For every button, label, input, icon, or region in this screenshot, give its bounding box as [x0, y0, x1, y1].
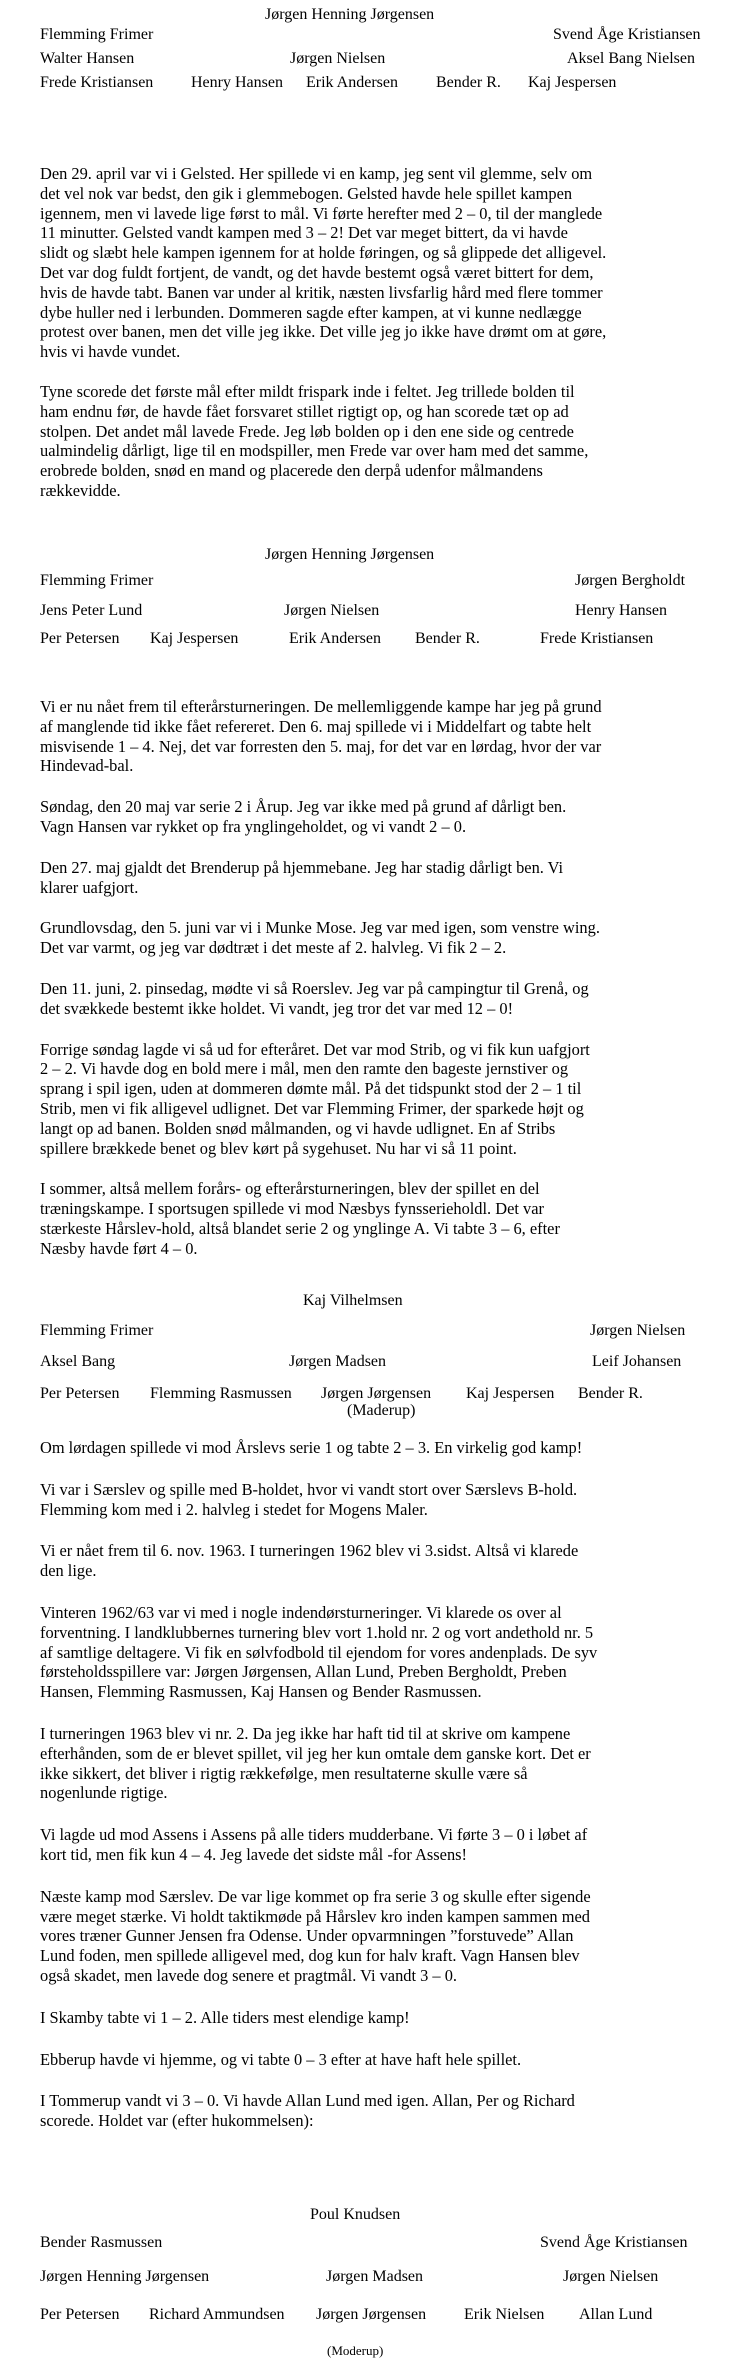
- lineup-player: Per Petersen: [40, 1385, 120, 1402]
- paragraph: Vinteren 1962/63 var vi med i nogle indendørsturneringer. Vi klarede os over al forventning. I landklubbernes turnering blev vort 1.hold nr. 2 og vort andethold nr. 5 af samtlige deltagere. Vi fik en sølvfodbold til ejendom for vores andenplads. De syv førsteholdsspillere var: Jørgen Jørgensen, Allan Lund, Preben Bergholdt, Preben Hansen, Flemming Rasmussen, Kaj Hansen og Bender Rasmussen.: [40, 1602, 598, 1702]
- paragraph: Vi lagde ud mod Assens i Assens på alle tiders mudderbane. Vi førte 3 – 0 i løbet af kort tid, men fik kun 4 – 4. Jeg lavede det sidste mål -for Assens!: [40, 1825, 588, 1864]
- paragraph: Vi er nået frem til 6. nov. 1963. I turneringen 1962 blev vi 3.sidst. Altså vi klarede den lige.: [40, 1541, 579, 1581]
- lineup-player: Walter Hansen: [40, 50, 135, 67]
- lineup-player: Jørgen Nielsen: [290, 50, 386, 67]
- lineup-player: Jørgen Nielsen: [284, 602, 380, 619]
- paragraph: Næste kamp mod Særslev. De var lige kommet op fra serie 3 og skulle efter sigende være meget stærke. Vi holdt taktikmøde på Hårslev kro inden kampen sammen med vores træner Gunner Jensen fra Odense. Under opvarmningen ”forstuvede” Allan Lund foden, men spillede alligevel med, dog kun for halv kraft. Vagn Hansen blev også skadet, men lavede dog senere et pragtmål. Vi vandt 3 – 0.: [40, 1886, 591, 1985]
- lineup-player: Aksel Bang: [40, 1353, 116, 1370]
- lineup-player: Flemming Frimer: [40, 572, 154, 589]
- lineup-keeper: Poul Knudsen: [310, 2206, 401, 2223]
- paragraph: I Tommerup vandt vi 3 – 0. Vi havde Allan Lund med igen. Allan, Per og Richard scorede. Holdet var (efter hukommelsen):: [40, 2091, 575, 2131]
- lineup-player: Allan Lund: [579, 2306, 653, 2323]
- lineup-2: [40, 546, 720, 646]
- paragraph: Grundlovsdag, den 5. juni var vi i Munke Mose. Jeg var med igen, som venstre wing. Det var varmt, og jeg var dødtræt i det meste af 2. halvleg. Vi fik 2 – 2.: [40, 918, 600, 958]
- paragraph: Den 27. maj gjaldt det Brenderup på hjemmebane. Jeg har stadig dårligt ben. Vi klarer uafgjort.: [40, 857, 564, 897]
- lineup-player: Svend Åge Kristiansen: [540, 2234, 688, 2251]
- lineup-player: Jørgen Henning Jørgensen: [40, 2268, 210, 2285]
- lineup-player: Frede Kristiansen: [540, 630, 654, 647]
- lineup-player: Leif Johansen: [592, 1353, 682, 1370]
- lineup-keeper: Jørgen Henning Jørgensen: [265, 6, 435, 23]
- lineup-player: Kaj Jespersen: [150, 630, 239, 647]
- lineup-player: Svend Åge Kristiansen: [553, 26, 701, 43]
- lineup-player: Flemming Frimer: [40, 26, 154, 43]
- lineup-player: Per Petersen: [40, 2306, 120, 2323]
- lineup-player: Bender R.: [436, 74, 501, 91]
- lineup-keeper: Kaj Vilhelmsen: [303, 1292, 403, 1309]
- paragraph: Tyne scorede det første mål efter mildt frispark inde i feltet. Jeg trillede bolden til ham endnu før, de havde fået forsvaret stillet rigtigt op, og han scorede tæt op ad stolpen. Det andet mål lavede Frede. Jeg løb bolden op i den ene side og centrede ualmindelig dårligt, lige til en modspiller, men Frede var over ham med det samme, erobrede bolden, snød en mand og placerede den derpå udenfor målmandens rækkevidde.: [40, 381, 589, 500]
- lineup-player: Aksel Bang Nielsen: [567, 50, 695, 67]
- lineup-player: Jens Peter Lund: [40, 602, 143, 619]
- lineup-player: Bender R.: [578, 1385, 643, 1402]
- paragraph: Ebberup havde vi hjemme, og vi tabte 0 – 3 efter at have haft hele spillet.: [40, 2049, 522, 2069]
- lineup-note: (Maderup): [347, 1402, 416, 1419]
- lineup-player: Richard Ammundsen: [149, 2306, 285, 2323]
- lineup-player: Bender R.: [415, 630, 480, 647]
- lineup-player: Jørgen Jørgensen: [316, 2306, 427, 2323]
- lineup-player: Jørgen Nielsen: [563, 2268, 659, 2285]
- paragraph: Den 29. april var vi i Gelsted. Her spillede vi en kamp, jeg sent vil glemme, selv om det vel nok var bedst, den gik i glemmebogen. Gelsted havde hele spillet kampen igennem, men vi lavede lige først to mål. Vi førte herefter med 2 – 0, til der manglede 11 minutter. Gelsted vandt kampen med 3 – 2! Det var meget bittert, da vi havde slidt og slæbt hele kampen igennem for at holde føringen, og så glippede det alligevel. Det var dog fuldt fortjent, de vandt, og det havde bestemt også været bittert for dem, hvis de havde tabt. Banen var under al kritik, næsten livsfarlig hård med flere tommer dybe huller ned i lerbunden. Dommeren sagde efter kampen, at vi kunne nedlægge protest over banen, men det ville jeg ikke. Det ville jeg jo ikke have drømt om at gøre, hvis vi havde vundet.: [40, 164, 607, 362]
- lineup-1: [40, 6, 720, 98]
- paragraph: Vi er nu nået frem til efterårsturneringen. De mellemliggende kampe har jeg på grund af manglende tid ikke fået refereret. Den 6. maj spillede vi i Middelfart og tabte helt misvisende 1 – 4. Nej, det var forresten den 5. maj, for det var en lørdag, hvor der var Hindevad-bal.: [40, 697, 602, 776]
- text-section-3: [40, 1438, 690, 2131]
- lineup-player: Jørgen Nielsen: [590, 1322, 686, 1339]
- paragraph: Forrige søndag lagde vi så ud for efteråret. Det var mod Strib, og vi fik kun uafgjort 2 – 2. Vi havde dog en bold mere i mål, men den ramte den bageste jernstiver og sprang i spil igen, uden at dommeren dømte mål. På det tidspunkt stod der 2 – 1 til Strib, men vi fik alligevel udlignet. Det var Flemming Frimer, der sparkede højt og langt op ad banen. Bolden snød målmanden, og vi havde udlignet. En af Stribs spillere brækkede benet og blev kørt på sygehuset. Nu har vi så 11 point.: [40, 1039, 590, 1158]
- lineup-player: Jørgen Jørgensen: [321, 1385, 432, 1402]
- text-section-1: [40, 164, 690, 501]
- lineup-player: Frede Kristiansen: [40, 74, 154, 91]
- lineup-player: Erik Nielsen: [464, 2306, 545, 2323]
- lineup-player: Henry Hansen: [575, 602, 667, 619]
- lineup-player: Flemming Rasmussen: [150, 1385, 292, 1402]
- paragraph: Vi var i Særslev og spille med B-holdet, hvor vi vandt stort over Særslevs B-hold. Flemming kom med i 2. halvleg i stedet for Mogens Maler.: [40, 1479, 578, 1519]
- lineup-4: [40, 2206, 720, 2356]
- paragraph: I Skamby tabte vi 1 – 2. Alle tiders mest elendige kamp!: [40, 2007, 410, 2027]
- paragraph: Søndag, den 20 maj var serie 2 i Årup. Jeg var ikke med på grund af dårligt ben. Vagn Hansen var rykket op fra ynglingeholdet, og vi vandt 2 – 0.: [40, 797, 567, 836]
- paragraph: I sommer, altså mellem forårs- og efterårsturneringen, blev der spillet en del træningskampe. I sportsugen spillede vi mod Næsbys fynsserieholdl. Det var stærkeste Hårslev-hold, altså blandet serie 2 og ynglinge A. Vi tabte 3 – 6, efter Næsby havde ført 4 – 0.: [40, 1179, 560, 1258]
- lineup-player: Jørgen Bergholdt: [575, 572, 686, 589]
- lineup-player: Per Petersen: [40, 630, 120, 647]
- lineup-player: Kaj Jespersen: [528, 74, 617, 91]
- lineup-player: Kaj Jespersen: [466, 1385, 555, 1402]
- lineup-note: (Moderup): [327, 2343, 384, 2358]
- lineup-player: Jørgen Madsen: [289, 1353, 387, 1370]
- lineup-player: Henry Hansen: [191, 74, 283, 91]
- lineup-3: [40, 1292, 720, 1419]
- lineup-player: Flemming Frimer: [40, 1322, 154, 1339]
- paragraph: I turneringen 1963 blev vi nr. 2. Da jeg ikke har haft tid til at skrive om kampene efterhånden, som de er blevet spillet, vil jeg her kun omtale dem ganske kort. Det er ikke sikkert, det bliver i rigtig rækkefølge, men resultaterne skulle være så nogenlunde rigtige.: [40, 1723, 591, 1803]
- lineup-player: Erik Andersen: [306, 74, 398, 91]
- text-section-2: [40, 697, 690, 1259]
- lineup-player: Jørgen Madsen: [326, 2268, 424, 2285]
- lineup-player: Bender Rasmussen: [40, 2234, 163, 2251]
- lineup-player: Erik Andersen: [289, 630, 381, 647]
- paragraph: Den 11. juni, 2. pinsedag, mødte vi så Roerslev. Jeg var på campingtur til Grenå, og det svækkede bestemt ikke holdet. Vi vandt, jeg tror det var med 12 – 0!: [40, 978, 589, 1018]
- paragraph: Om lørdagen spillede vi mod Årslevs serie 1 og tabte 2 – 3. En virkelig god kamp!: [40, 1438, 583, 1457]
- lineup-keeper: Jørgen Henning Jørgensen: [265, 546, 435, 563]
